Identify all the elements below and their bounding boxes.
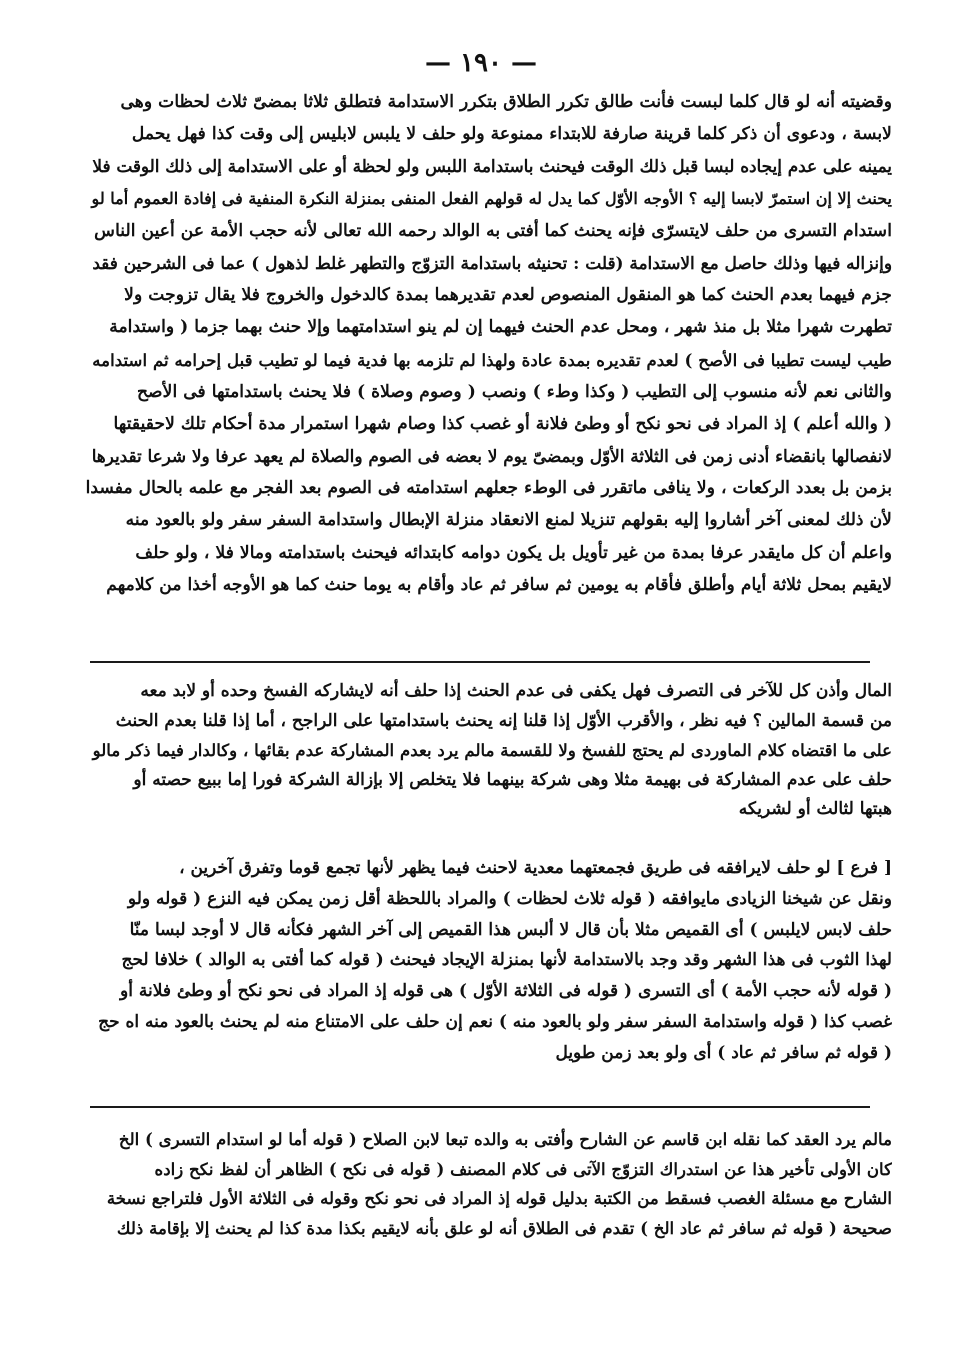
footnote-line: مالم يرد العقد كما نقله ابن قاسم عن الشارح وأفتى به والده تبعا لابن الصلاح ( قوله أما لو استدام التسرى ) الخ: [118, 1129, 892, 1149]
main-text-line: لايقيم بمحل ثلاثة أيام وأطلق فأقام به يومين ثم سافر ثم عاد وأقام به يوما حنث كما هو الأوجه أخذا من كلامهم: [106, 574, 892, 595]
commentary-line: ( قوله لأنه حجب الأمة ) أى التسرى ( قوله فى الثلاثة الأوّل ) هى قوله إذ المراد فى نحو نكح أو وطئ فلانة أو: [120, 981, 892, 1002]
commentary-line: غصب كذا ( قوله واستدامة السفر سفر ولو بالعود منه ) نعم إن حلف على الامتناع منه لم يحنث بالعود منه اه حج: [98, 1011, 892, 1032]
main-text-line: طيب ليست تطيبا فى الأصح ) لعدم تقديره بمدة عادة ولهذا لم تلزمه بها فدية فيما لو تطيب قبل إحرامه ثم استدامه: [92, 349, 892, 370]
commentary: [84, 853, 892, 1069]
main-text-line: ( والله أعلم ) إذ المراد فى نحو نكح أو وطئ فلانة أو غصب كذا وصام شهرا استمرار مدة أحكام تلك لاحقيقتها: [113, 413, 892, 434]
main-text: [84, 86, 892, 601]
footnote-line: كان الأولى تأخير هذا عن استدراك التزوّج الآتى فى كلام المصنف ( قوله فى نكح ) الظاهر أن لفظ نكح زاده: [154, 1158, 892, 1179]
footnotes: [84, 1125, 892, 1243]
main-text-line: لابسة ، ودعوى أن ذكر كلما قرينة صارفة للابتداء ممنوعة ولو حلف لا يلبس لابليس إلى وقت كذا فهل يحمل: [131, 124, 892, 145]
main-text-line: لانفصالها بانقضاء أدنى زمن فى الثلاثة الأوّل وبمضىّ يوم لا بعضه فى الصوم والصلاة لم يعهد عرفا ولا شرعا تقديرها: [91, 446, 892, 467]
main-text-line: تطهرت شهرا مثلا بل منذ شهر ، ومحل عدم الحنث فيهما إن لم ينو استدامتهما وإلا حنث بهما جزما ( واستدامة: [109, 317, 892, 338]
margin-note-line: على ما اقتضاه كلام الماوردى لم يحتج للفسخ ولا للقسمة مالم يرد بعدم المشاركة عدم بقائها ، وكالدار فيما ذكر مالو: [92, 740, 892, 761]
commentary-line: حلف لابس لايلبس ) أى القميص مثلا بأن قال لا ألبس هذا القميص إلى آخر الشهر فكأنه قال لا أوجد لبسا منّا: [129, 919, 892, 940]
margin-note-line: حلف على عدم المشاركة فى بهيمة مثلا وهى شركة بينهما فلا يتخلص إلا بإزالة الشركة فورا إما ببيع حصته أو: [133, 769, 892, 790]
footnote-line: الشارح مع مسئلة الغصب فسقط من الكتبة بدليل قوله إذ المراد فى نحو نكح وقوله فى الثلاثة الأول فلتراجع نسخة: [106, 1188, 892, 1209]
main-text-line: والثانى نعم لأنه منسوب إلى التطيب ( وكذا وطء ) ونصب ( وصوم وصلاة ) فلا يحنث باستدامتها فى الأصح: [136, 381, 892, 402]
page-number: — ١٩٠ —: [424, 48, 538, 78]
section-divider: [90, 661, 870, 663]
main-text-line: استدام التسرى من حلف لايتسرّى فإنه يحنث كما أفتى به الوالد رحمه الله تعالى لأنه حجب الأمة عن أعين الناس: [94, 220, 892, 241]
commentary-line: [ فرع ] لو حلف لايرافقه فى طريق فجمعتهما معدية لاحنث فيما يظهر لأنها تجمع قوما وتفرق آخرين ،: [179, 858, 892, 878]
margin-note-line: من قسمة المالين ؟ فيه نظر ، والأقرب الأوّل إذا قلنا إنه يحنث باستدامتها على الراجح ، أما إذا قلنا بعدم الحنث: [115, 710, 892, 731]
main-text-line: وقضيته أنه لو قال كلما لبست فأنت طالق تكرر الطلاق بتكرر الاستدامة فتطلق ثلاثا بمضىّ ثلاث لحظات وهى: [120, 92, 892, 112]
margin-note-line: المال وأذن كل للآخر فى التصرف فهل يكفى فى عدم الحنث إذا حلف أنه لايشاركه الفسخ وحده أو لابد معه: [140, 681, 892, 701]
main-text-line: جزم فيهما بعدم الحنث كما هو المنقول المنصوص لعدم تقديرهما بمدة كالدخول والخروج فلا يقال تزوجت ولا: [124, 285, 892, 306]
margin-notes: [84, 677, 892, 825]
commentary-line: ( قوله ثم سافر ثم عاد ) أى ولو بعد زمن طويل: [555, 1042, 892, 1063]
main-text-line: يمينه على عدم إيجاده لبسا قبل ذلك الوقت فيحنث باستدامة اللبس ولو لحظة أو على الاستدامة إلى ذلك الوقت فلا: [92, 156, 892, 177]
commentary-line: ونقل عن شيخنا الزيادى مايوافقه ( قوله ثلاث لحظات ) والمراد باللحظة أقل زمن يمكن فيه النزع ( قوله ولو: [127, 888, 892, 909]
main-text-line: بزمن بل بعدد الركعات ، ولا ينافى ماتقرر فى الوطء جعلهم استدامته فى الصوم بعد الفجر مع علمه بالحال مفسدا: [85, 478, 892, 499]
footnote-line: صحيحة ( قوله ثم سافر ثم عاد الخ ) تقدم فى الطلاق أنه لو علق بأنه لايقيم بكذا مدة كذا لم يحنث إلا بإقامة ذلك: [116, 1217, 892, 1238]
main-text-line: لأن ذلك لمعنى آخر أشاروا إليه بقولهم تنزيلا لمنع الانعقاد منزلة الإبطال واستدامة السفر سفر ولو بالعود منه: [125, 510, 892, 531]
margin-note-line: هبتها لثالث أو لشريكه: [738, 799, 892, 820]
footnote-divider: [90, 1106, 870, 1108]
main-text-line: واعلم أن كل مايقدر عرفا بمدة من غير تأويل بل يكون دوامه كابتدائه فيحنث باستدامته ومالا فلا ، ولو حلف: [135, 542, 892, 563]
commentary-line: لهذا الثوب فى هذا الشهر وقد وجد بالاستدامة لأنها بمنزلة الإيجاد فيحنث ( قوله كما أفتى به الوالد ) خلافا لحج: [121, 950, 892, 971]
main-text-line: وإنزاله فيها وذلك حاصل مع الاستدامة (قلت : تحنيثه باستدامة التزوّج والتطهر غلط لذهول ) عما فى الشرحين فقد: [92, 252, 892, 273]
main-text-line: يحنث إلا إن استمرّ لابسا إليه ؟ الأوجه الأوّل كما يدل له قولهم الفعل المنفى بمنزلة النكرة المنفية فى إفادة العموم أما لو: [91, 188, 892, 208]
